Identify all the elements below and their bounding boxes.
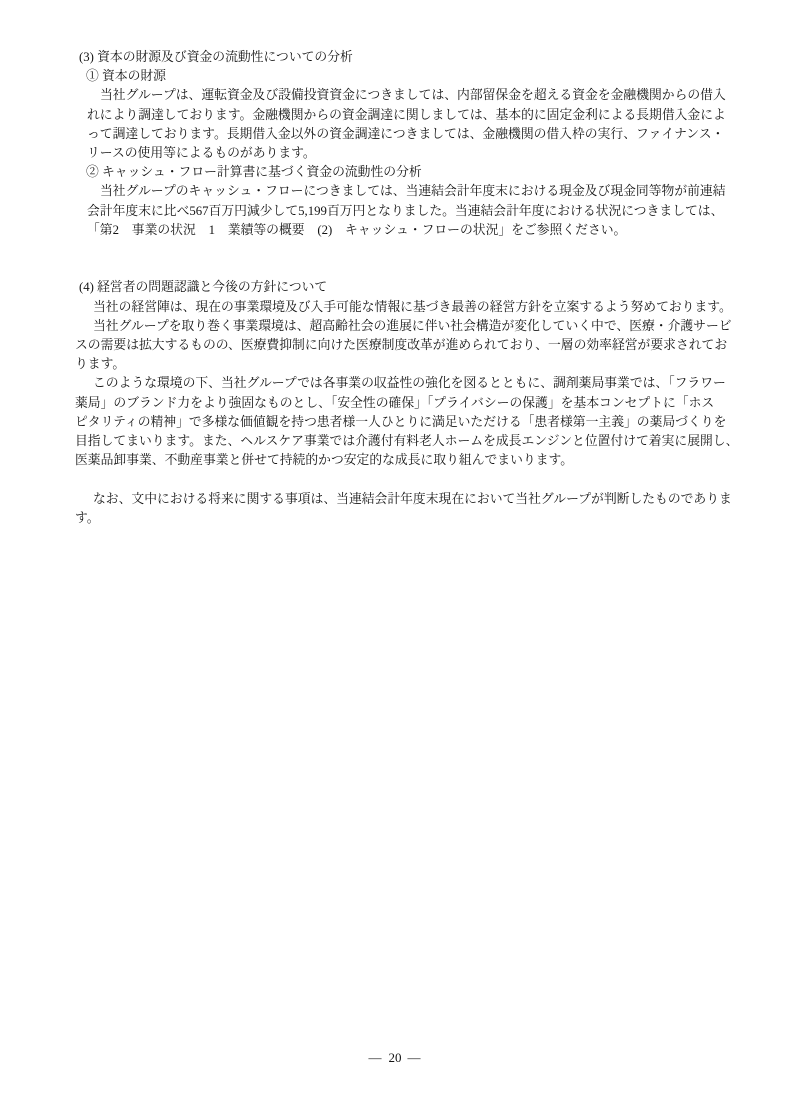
text-line: 当社グループを取り巻く事業環境は、超高齢社会の進展に伴い社会構造が変化していく中で、医療・介護サービ (93, 318, 732, 333)
text-line: このような環境の下、当社グループでは各事業の収益性の強化を図るとともに、調剤薬局事業では、「フラワー (93, 376, 726, 391)
text-line: 当社グループのキャッシュ・フローにつきましては、当連結会計年度末における現金及び現金同等物が前連結 (100, 184, 726, 199)
text-line: れにより調達しております。金融機関からの資金調達に関しましては、基本的に固定金利による長期借入金によ (87, 107, 726, 122)
footer-left-dash: ― (368, 1050, 383, 1065)
text-line: ① 資本の財源 (86, 69, 166, 84)
text-line: (3) 資本の財源及び資金の流動性についての分析 (79, 50, 353, 64)
text-line: ② キャッシュ・フロー計算書に基づく資金の流動性の分析 (86, 165, 422, 180)
text-line: (4) 経営者の問題認識と今後の方針について (79, 280, 328, 295)
text-line: って調達しております。長期借入金以外の資金調達につきましては、金融機関の借入枠の実行、ファイナンス・ (87, 126, 725, 141)
text-line: 医薬品卸事業、不動産事業と併せて持続的かつ安定的な成長に取り組んでまいります。 (75, 453, 574, 468)
text-line: 会計年度末に比べ567百万円減少して5,199百万円となりました。当連結会計年度における状況につきましては、 (87, 203, 724, 218)
text-line: す。 (75, 510, 100, 525)
text-line: なお、文中における将来に関する事項は、当連結会計年度末現在において当社グループが判断したものでありま (93, 491, 732, 506)
text-line: 薬局」のブランド力をより強固なものとし、「安全性の確保」「プライバシーの保護」を基本コンセプトに「ホス (75, 395, 715, 410)
text-line: スの需要は拡大するものの、医療費抑制に向けた医療制度改革が進められており、一層の効率経営が要求されてお (75, 338, 728, 353)
text-line: 目指してまいります。また、ヘルスケア事業では介護付有料老人ホームを成長エンジンと位置付けて着実に展開し、 (75, 434, 739, 449)
text-line: 当社グループは、運転資金及び設備投資資金につきましては、内部留保金を超える資金を金融機関からの借入 (100, 88, 726, 103)
text-line: ります。 (75, 357, 126, 372)
footer-right-dash: ― (407, 1050, 422, 1065)
text-line: 当社の経営陣は、現在の事業環境及び入手可能な情報に基づき最善の経営方針を立案するよう努めております。 (93, 299, 732, 314)
text-line: ピタリティの精神」で多様な価値観を持つ患者様一人ひとりに満足いただける「患者様第一主義」の薬局づくりを (75, 414, 727, 429)
blank-line (0, 470, 770, 489)
document-content (0, 48, 770, 528)
text-line: 「第2 事業の状況 1 業績等の概要 (2) キャッシュ・フローの状況」をご参照ください。 (87, 222, 627, 237)
blank-line (0, 240, 770, 259)
blank-line (0, 259, 770, 278)
page-footer (0, 1048, 790, 1067)
text-line: リースの使用等によるものがあります。 (87, 146, 316, 161)
page-number: 20 (388, 1050, 402, 1065)
